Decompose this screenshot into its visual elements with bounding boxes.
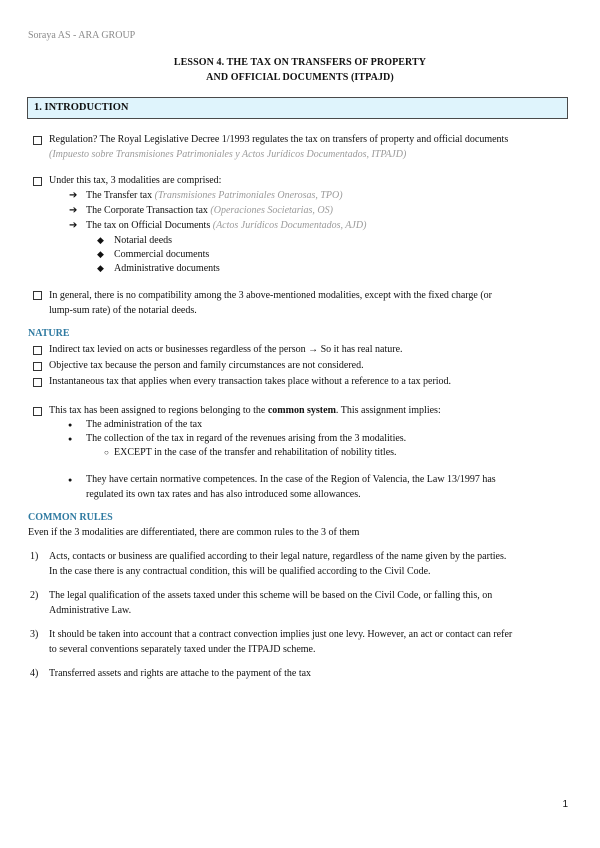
section-introduction-title: 1. INTRODUCTION: [34, 102, 129, 113]
arrow-right-icon: ➔: [69, 220, 78, 231]
bullet-icon: ●: [68, 435, 73, 443]
checkbox-icon: [33, 362, 42, 371]
nature-item-2: Objective tax because the person and family circumstances are not considered.: [49, 360, 364, 371]
diamond-bullet-icon: ◆: [97, 249, 104, 259]
assignment-bullet-3-line1: They have certain normative competences. In the case of the Region of Valencia, the Law 13/1997 has: [86, 474, 496, 485]
diamond-bullet-icon: ◆: [97, 263, 104, 273]
rule-4-line1: Transferred assets and rights are attache to the payment of the tax: [49, 668, 312, 679]
bullet-icon: ●: [68, 421, 73, 429]
arrow-right-icon: ➔: [69, 190, 78, 201]
document-type-3: Administrative documents: [114, 263, 220, 274]
arrow-right-icon: ➔: [69, 205, 78, 216]
assignment-text: This tax has been assigned to regions belonging to the common system. This assignment implies:: [49, 405, 441, 416]
bullet-icon: ●: [68, 476, 73, 484]
common-rules-intro: Even if the 3 modalities are differentiated, there are common rules to the 3 of them: [28, 527, 360, 538]
circle-bullet-icon: ○: [104, 448, 109, 457]
nature-heading: NATURE: [28, 328, 70, 339]
checkbox-icon: [33, 136, 42, 145]
checkbox-icon: [33, 346, 42, 355]
lesson-title-line2: AND OFFICIAL DOCUMENTS (ITPAJD): [206, 72, 394, 83]
section-introduction-box: [27, 97, 568, 119]
regulation-spanish-name: (Impuesto sobre Transmisiones Patrimoniales y Actos Jurídicos Documentados, ITPAJD): [49, 149, 407, 160]
assignment-bullet-1: The administration of the tax: [86, 419, 203, 430]
modalities-intro: Under this tax, 3 modalities are comprised:: [49, 175, 222, 186]
rule-2-line2: Administrative Law.: [49, 605, 132, 616]
assignment-bullet-2: The collection of the tax in regard of the revenues arising from the 3 modalities.: [86, 433, 407, 444]
page-header: Soraya AS - ARA GROUP: [28, 30, 136, 41]
checkbox-icon: [33, 378, 42, 387]
document-type-2: Commercial documents: [114, 249, 210, 260]
checkbox-icon: [33, 291, 42, 300]
modality-2: The Corporate Transaction tax (Operaciones Societarias, OS): [86, 205, 333, 216]
nature-item-1: Indirect tax levied on acts or businesses regardless of the person → So it has real nature.: [49, 344, 403, 355]
rule-4-number: 4): [30, 668, 39, 679]
diamond-bullet-icon: ◆: [97, 235, 104, 245]
nature-item-3: Instantaneous tax that applies when every transaction takes place without a reference to a tax period.: [49, 376, 452, 387]
page-number: 1: [562, 799, 568, 810]
rule-3-line2: to several conventions separately taxed under the ITPAJD scheme.: [49, 644, 316, 655]
rule-2-number: 2): [30, 590, 39, 601]
checkbox-icon: [33, 177, 42, 186]
lesson-title-line1: LESSON 4. THE TAX ON TRANSFERS OF PROPERTY: [173, 57, 427, 68]
rule-2-line1: The legal qualification of the assets taxed under this scheme will be based on the Civil Code, or falling this, on: [49, 590, 493, 601]
compatibility-line1: In general, there is no compatibility among the 3 above-mentioned modalities, except with the fixed charge (or: [49, 290, 493, 301]
modality-1: The Transfer tax (Transmisiones Patrimoniales Onerosas, TPO): [86, 190, 343, 201]
assignment-bullet-3-line2: regulated its own tax rates and has also introduced some allowances.: [86, 489, 361, 500]
compatibility-line2: lump-sum rate) of the notarial deeds.: [49, 305, 197, 316]
regulation-text: Regulation? The Royal Legislative Decree 1/1993 regulates the tax on transfers of property and official documents: [49, 134, 509, 145]
rule-1-line1: Acts, contacts or business are qualified according to their legal nature, regardless of the name given by the parties.: [49, 551, 507, 562]
rule-1-number: 1): [30, 551, 39, 562]
checkbox-icon: [33, 407, 42, 416]
common-rules-heading: COMMON RULES: [28, 512, 113, 523]
rule-3-number: 3): [30, 629, 39, 640]
document-type-1: Notarial deeds: [114, 235, 173, 246]
modality-3: The tax on Official Documents (Actos Jurídicos Documentados, AJD): [86, 220, 367, 231]
rule-3-line1: It should be taken into account that a contract convection implies just one levy. However, an act or contact can refer: [49, 629, 513, 640]
assignment-exception: EXCEPT in the case of the transfer and rehabilitation of nobility titles.: [114, 447, 397, 458]
rule-1-line2: In the case there is any contractual condition, this will be qualified according to the Civil Code.: [49, 566, 431, 577]
